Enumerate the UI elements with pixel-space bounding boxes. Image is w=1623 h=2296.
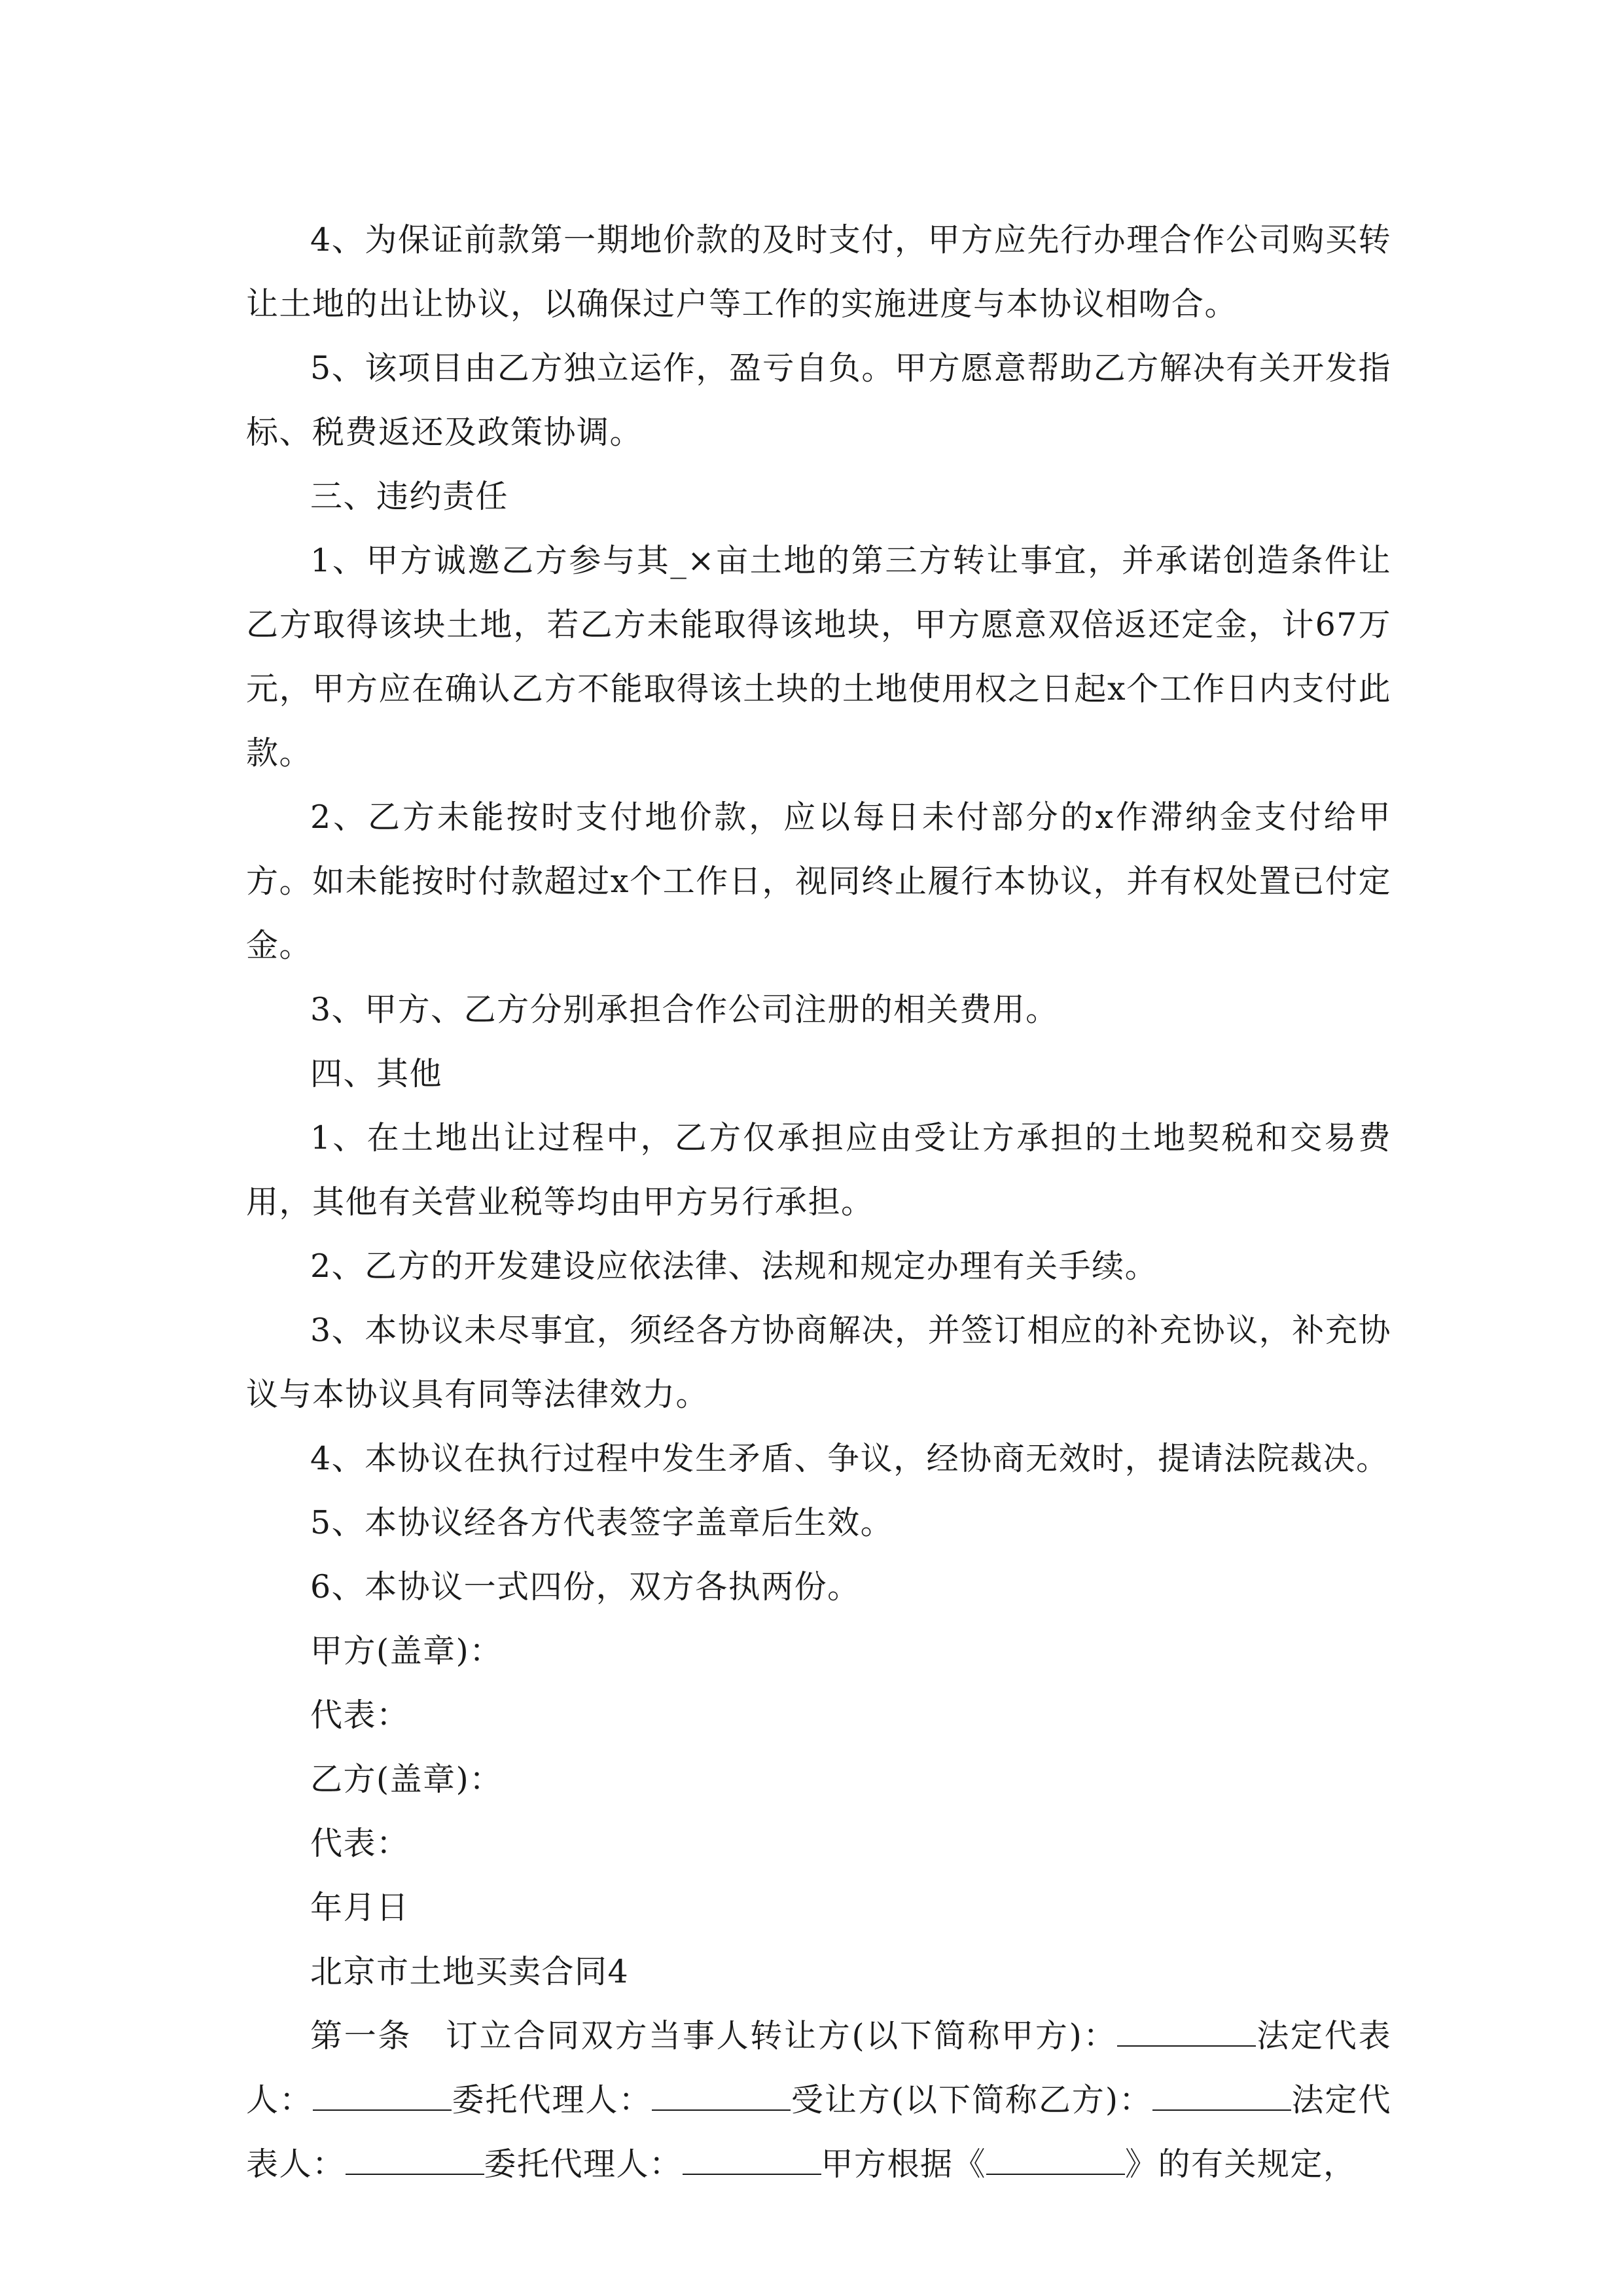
clause-5-paragraph: 5、该项目由乙方独立运作，盈亏自负。甲方愿意帮助乙方解决有关开发指标、税费返还及政策协调。 <box>246 350 1391 451</box>
other-clause-4: 4、本协议在执行过程中发生矛盾、争议，经协商无效时，提请法院裁决。 <box>310 1440 1389 1477</box>
article-1-text-6: 委托代理人： <box>484 2145 683 2183</box>
party-b-representative-line: 代表： <box>310 1825 410 1862</box>
section-heading-breach: 三、违约责任 <box>310 478 509 515</box>
party-b-seal-line: 乙方(盖章)： <box>310 1761 503 1798</box>
blank-field <box>1152 2083 1291 2111</box>
blank-field <box>652 2083 791 2111</box>
article-1-text-7: 甲方根据《 <box>821 2145 987 2183</box>
other-clause-3: 3、本协议未尽事宜，须经各方协商解决，并签订相应的补充协议，补充协议与本协议具有同等法律效力。 <box>246 1312 1391 1413</box>
party-a-representative-line: 代表： <box>310 1696 410 1734</box>
other-clause-2: 2、乙方的开发建设应依法律、法规和规定办理有关手续。 <box>310 1247 1158 1285</box>
other-clause-5: 5、本协议经各方代表签字盖章后生效。 <box>310 1504 894 1541</box>
blank-field <box>1117 2019 1256 2047</box>
article-1-text-5: 法定代表人： <box>246 2081 1391 2183</box>
date-line: 年月日 <box>310 1889 410 1926</box>
blank-field <box>313 2083 452 2111</box>
breach-clause-3: 3、甲方、乙方分别承担合作公司注册的相关费用。 <box>310 991 1059 1028</box>
party-a-seal-line: 甲方(盖章)： <box>310 1632 503 1670</box>
breach-clause-2: 2、乙方未能按时支付地价款，应以每日未付部分的x作滞纳金支付给甲方。如未能按时付款超过x个工作日，视同终止履行本协议，并有权处置已付定金。 <box>246 798 1391 964</box>
contract-title: 北京市土地买卖合同4 <box>310 1953 630 1990</box>
blank-field <box>986 2147 1125 2175</box>
blank-field <box>346 2147 484 2175</box>
article-1-paragraph <box>246 2004 1391 2197</box>
other-clause-1: 1、在土地出让过程中，乙方仅承担应由受让方承担的土地契税和交易费用，其他有关营业税等均由甲方另行承担。 <box>246 1119 1391 1221</box>
breach-clause-1: 1、甲方诚邀乙方参与其_×亩土地的第三方转让事宜，并承诺创造条件让乙方取得该块土地，若乙方未能取得该地块，甲方愿意双倍返还定金，计67万元，甲方应在确认乙方不能取得该土块的土地使用权之日起x个工作日内支付此款。 <box>246 542 1391 772</box>
article-1-text-3: 委托代理人： <box>451 2081 652 2119</box>
article-1-text-8: 》的有关规定， <box>1125 2145 1357 2183</box>
article-1-text-4: 受让方(以下简称乙方)： <box>791 2081 1152 2119</box>
document-body <box>246 208 1391 2197</box>
other-clause-6: 6、本协议一式四份，双方各执两份。 <box>310 1568 861 1605</box>
article-1-text-2: 法定代表人： <box>246 2017 1391 2119</box>
article-1-text-1: 第一条 订立合同双方当事人转让方(以下简称甲方)： <box>310 2017 1118 2054</box>
blank-field <box>683 2147 821 2175</box>
section-heading-other: 四、其他 <box>310 1055 443 1092</box>
clause-4-paragraph: 4、为保证前款第一期地价款的及时支付，甲方应先行办理合作公司购买转让土地的出让协议，以确保过户等工作的实施进度与本协议相吻合。 <box>246 221 1391 323</box>
